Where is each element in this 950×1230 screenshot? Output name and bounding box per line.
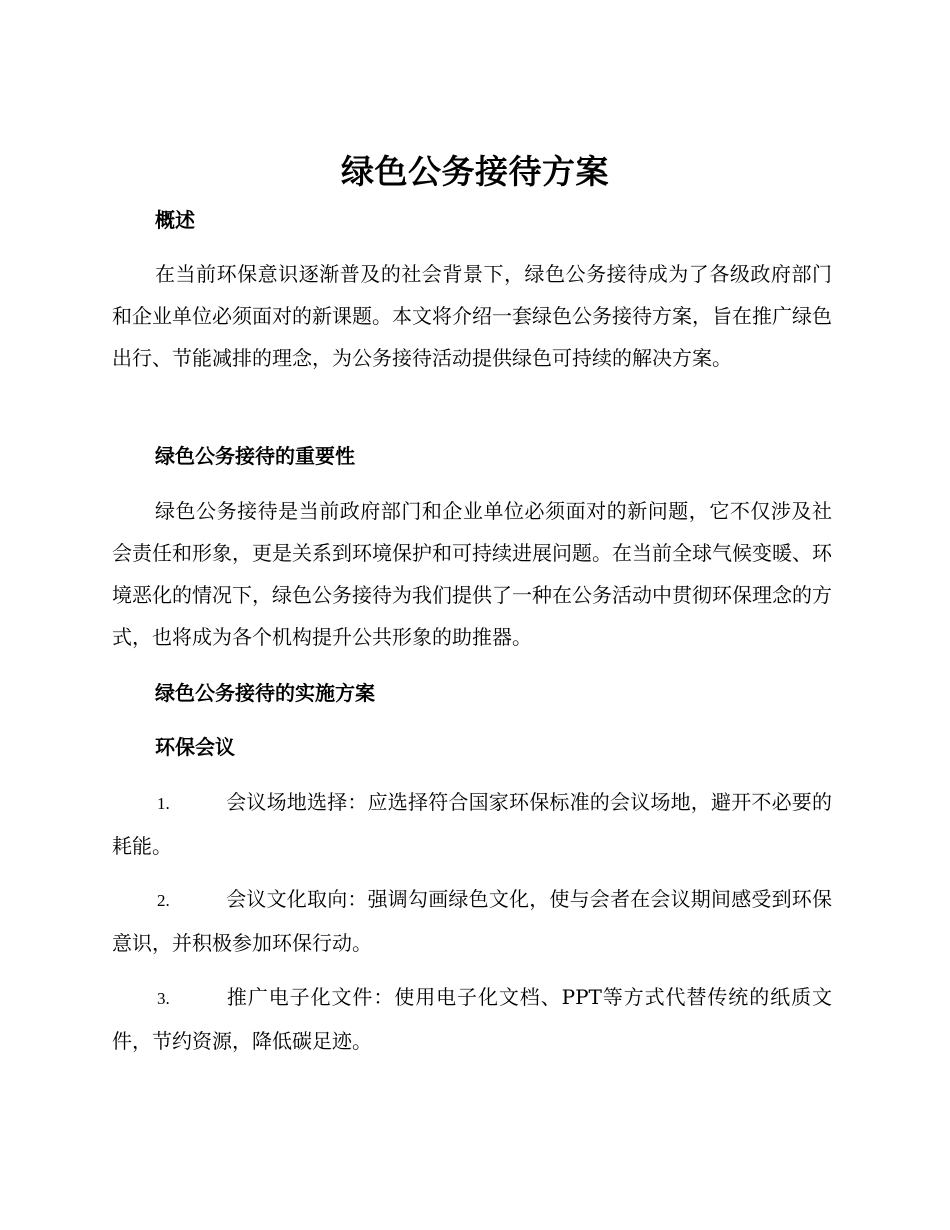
list-item-text: 推广电子化文件：使用电子化文档、PPT等方式代替传统的纸质文件，节约资源，降低碳足迹。 [112,985,832,1053]
list-item [112,781,832,867]
list-item-number: 1. [157,794,170,813]
section-heading-implementation: 绿色公务接待的实施方案 [155,681,375,705]
list-item-number: 3. [157,989,170,1008]
list-item-number: 2. [157,891,170,910]
section-heading-eco-meeting: 环保会议 [155,735,235,759]
list-item-text: 会议文化取向：强调勾画绿色文化，使与会者在会议期间感受到环保意识，并积极参加环保行动。 [112,887,832,955]
list-item-text: 会议场地选择：应选择符合国家环保标准的会议场地，避开不必要的耗能。 [112,790,832,858]
list-item [112,878,832,964]
importance-paragraph: 绿色公务接待是当前政府部门和企业单位必须面对的新问题，它不仅涉及社会责任和形象，更是关系到环境保护和可持续进展问题。在当前全球气候变暖、环境恶化的情况下，绿色公务接待为我们提供了一种在公务活动中贯彻环保理念的方式，也将成为各个机构提升公共形象的助推器。 [112,499,832,649]
document-title: 绿色公务接待方案 [341,152,609,191]
section-heading-importance: 绿色公务接待的重要性 [155,444,355,468]
section-heading-overview: 概述 [155,208,195,232]
list-item [112,976,832,1062]
overview-paragraph: 在当前环保意识逐渐普及的社会背景下，绿色公务接待成为了各级政府部门和企业单位必须面对的新课题。本文将介绍一套绿色公务接待方案，旨在推广绿色出行、节能减排的理念，为公务接待活动提供绿色可持续的解决方案。 [112,262,832,370]
